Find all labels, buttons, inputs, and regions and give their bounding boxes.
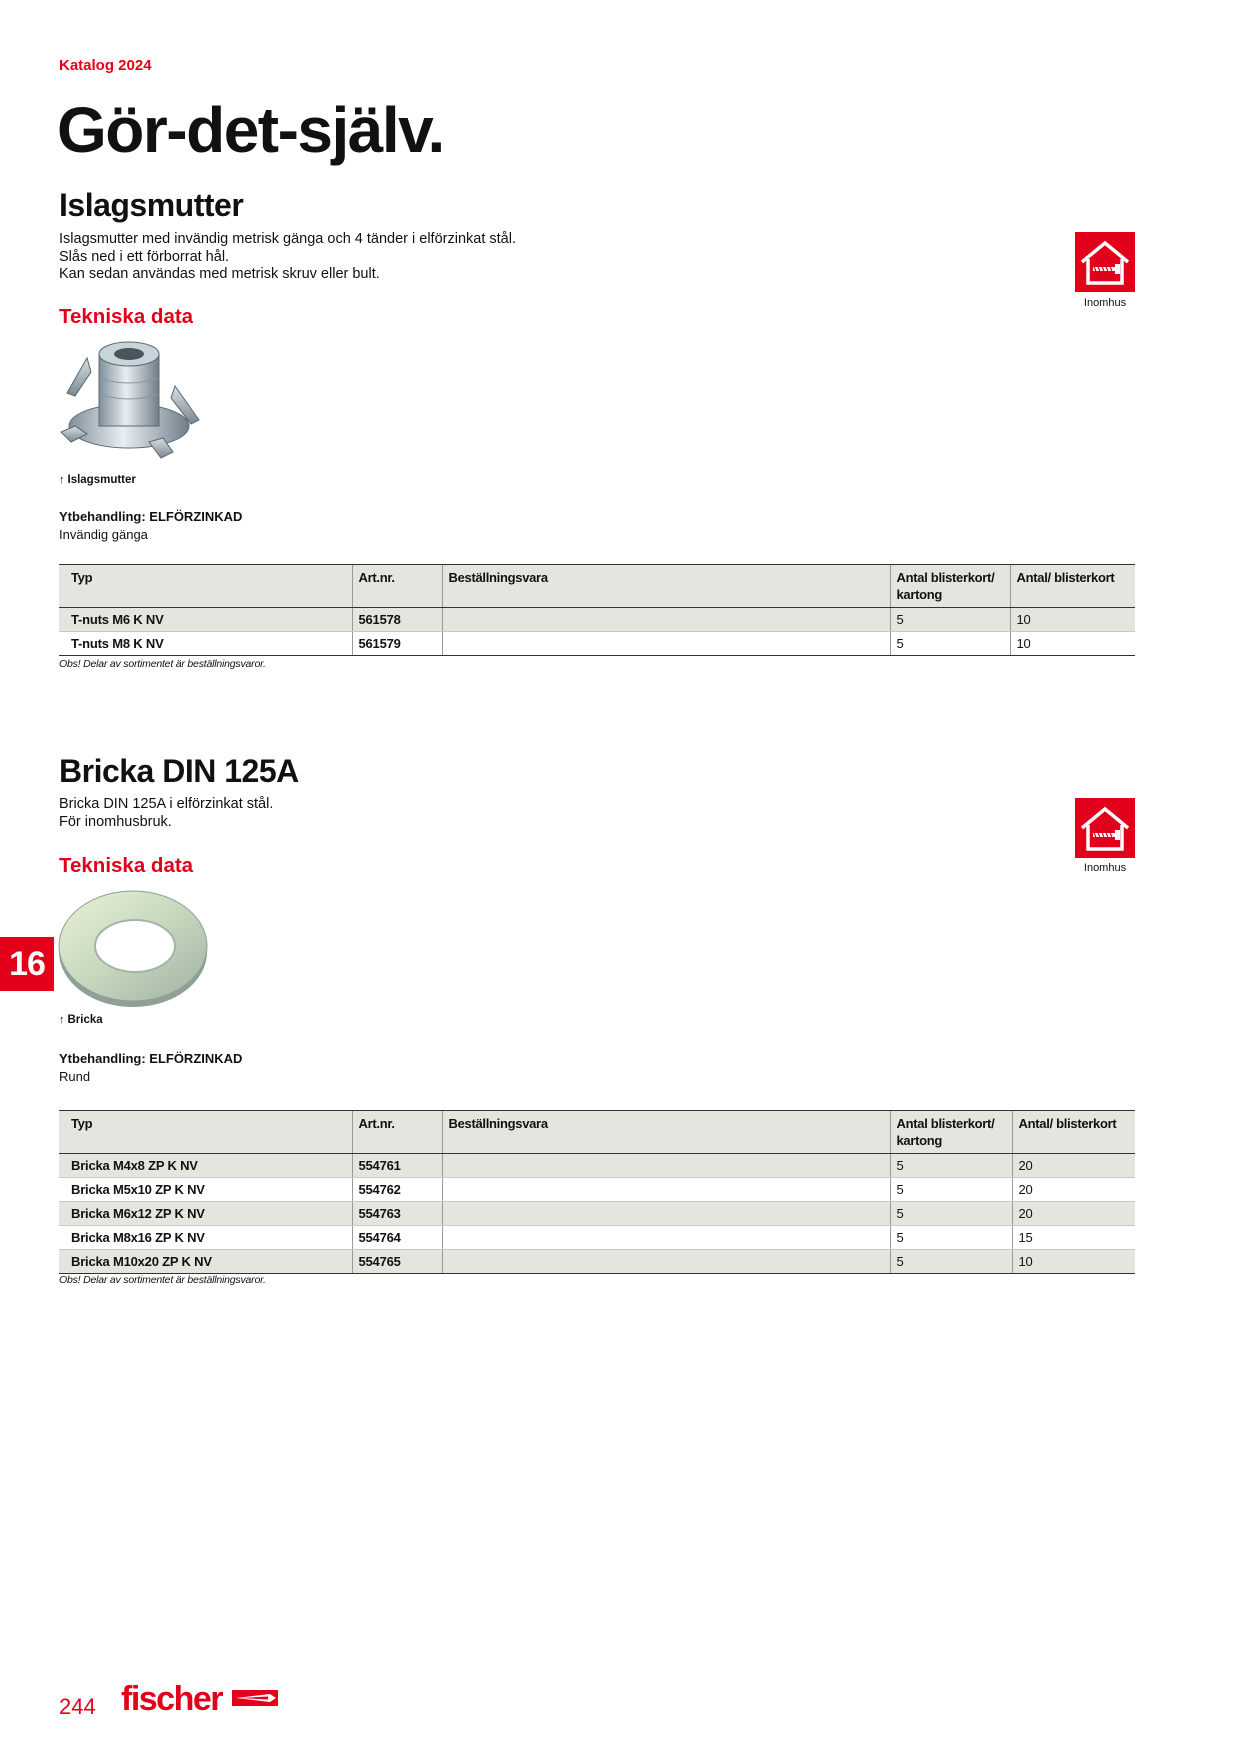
table-row	[59, 1226, 1135, 1250]
column-header: Art.nr.	[352, 565, 442, 608]
chapter-tab: 16	[0, 937, 54, 991]
cell-type: Bricka M5x10 ZP K NV	[59, 1178, 352, 1202]
section-description	[59, 231, 516, 284]
cell-type: T-nuts M8 K NV	[59, 632, 352, 656]
cell-cards: 5	[890, 1154, 1012, 1178]
page-number: 244	[59, 1694, 96, 1719]
section-description	[59, 796, 273, 831]
table-header-row	[59, 565, 1135, 608]
cell-cards: 5	[890, 1178, 1012, 1202]
description-line: Islagsmutter med invändig metrisk gänga och 4 tänder i elförzinkat stål.	[59, 231, 516, 247]
surface-info	[59, 1050, 242, 1086]
cell-order	[442, 1202, 890, 1226]
table-row	[59, 1178, 1135, 1202]
table-row	[59, 1250, 1135, 1274]
cell-artnr: 554764	[352, 1226, 442, 1250]
indoor-house-icon	[1075, 232, 1135, 292]
column-header: Beställningsvara	[442, 565, 890, 608]
caption-text: Islagsmutter	[67, 474, 136, 486]
table-row	[59, 1202, 1135, 1226]
badge-label: Inomhus	[1083, 862, 1127, 874]
cell-artnr: 554765	[352, 1250, 442, 1274]
cell-order	[442, 1250, 890, 1274]
description-line: Slås ned i ett förborrat hål.	[59, 248, 230, 265]
cell-type: T-nuts M6 K NV	[59, 608, 352, 632]
table-row	[59, 632, 1135, 656]
surface-sub: Invändig gänga	[59, 527, 148, 542]
cell-order	[442, 608, 890, 632]
cell-type: Bricka M8x16 ZP K NV	[59, 1226, 352, 1250]
cell-qty: 20	[1012, 1154, 1135, 1178]
caption-text: Bricka	[67, 1014, 103, 1026]
surface-label: Ytbehandling: ELFÖRZINKAD	[59, 509, 243, 524]
cell-type: Bricka M4x8 ZP K NV	[59, 1154, 352, 1178]
image-caption	[59, 474, 136, 486]
product-table	[59, 1110, 1135, 1274]
cell-cards: 5	[890, 1250, 1012, 1274]
column-header: Antal/ blisterkort	[1012, 1111, 1135, 1154]
description-line: För inomhusbruk.	[59, 813, 172, 830]
column-header: Antal blisterkort/ kartong	[890, 565, 1010, 608]
cell-artnr: 554763	[352, 1202, 442, 1226]
column-header: Antal blisterkort/ kartong	[890, 1111, 1012, 1154]
product-table	[59, 564, 1135, 656]
column-header: Beställningsvara	[442, 1111, 890, 1154]
cell-cards: 5	[890, 1226, 1012, 1250]
cell-type: Bricka M6x12 ZP K NV	[59, 1202, 352, 1226]
cell-order	[442, 632, 890, 656]
column-header: Typ	[59, 565, 352, 608]
brand-logo	[121, 1682, 278, 1716]
surface-label: Ytbehandling: ELFÖRZINKAD	[59, 1051, 243, 1066]
catalog-label: Katalog 2024	[59, 57, 152, 74]
arrow-up-icon: ↑	[59, 474, 65, 486]
cell-qty: 15	[1012, 1226, 1135, 1250]
cell-artnr: 561579	[352, 632, 442, 656]
indoor-house-icon	[1075, 798, 1135, 858]
page-title: Gör-det-själv.	[57, 94, 444, 166]
cell-order	[442, 1154, 890, 1178]
surface-sub: Rund	[59, 1069, 91, 1084]
column-header: Art.nr.	[352, 1111, 442, 1154]
image-caption	[59, 1014, 103, 1026]
table-row	[59, 608, 1135, 632]
cell-qty: 10	[1010, 608, 1135, 632]
table-row	[59, 1154, 1135, 1178]
cell-order	[442, 1178, 890, 1202]
cell-cards: 5	[890, 1202, 1012, 1226]
cell-cards: 5	[890, 608, 1010, 632]
cell-type: Bricka M10x20 ZP K NV	[59, 1250, 352, 1274]
tech-data-heading: Tekniska data	[59, 305, 194, 328]
cell-qty: 10	[1012, 1250, 1135, 1274]
column-header: Typ	[59, 1111, 352, 1154]
cell-cards: 5	[890, 632, 1010, 656]
arrow-up-icon: ↑	[59, 1014, 65, 1026]
table-note: Obs! Delar av sortimentet är beställningsvaror.	[59, 1274, 266, 1286]
description-line: Kan sedan användas med metrisk skruv eller bult.	[59, 266, 380, 282]
tee-nut-image	[57, 338, 205, 460]
description-line: Bricka DIN 125A i elförzinkat stål.	[59, 796, 274, 812]
cell-order	[442, 1226, 890, 1250]
brand-name: fischer	[121, 1680, 222, 1718]
section-title: Bricka DIN 125A	[59, 753, 299, 789]
brand-mark-icon	[232, 1688, 278, 1708]
section-title: Islagsmutter	[59, 187, 244, 223]
tech-data-heading: Tekniska data	[59, 854, 194, 877]
washer-image	[57, 888, 209, 1008]
cell-qty: 10	[1010, 632, 1135, 656]
cell-artnr: 554762	[352, 1178, 442, 1202]
cell-artnr: 554761	[352, 1154, 442, 1178]
cell-qty: 20	[1012, 1202, 1135, 1226]
table-header-row	[59, 1111, 1135, 1154]
cell-qty: 20	[1012, 1178, 1135, 1202]
table-note: Obs! Delar av sortimentet är beställningsvaror.	[59, 658, 266, 670]
badge-label: Inomhus	[1083, 297, 1127, 309]
surface-info	[59, 508, 242, 544]
column-header: Antal/ blisterkort	[1010, 565, 1135, 608]
cell-artnr: 561578	[352, 608, 442, 632]
